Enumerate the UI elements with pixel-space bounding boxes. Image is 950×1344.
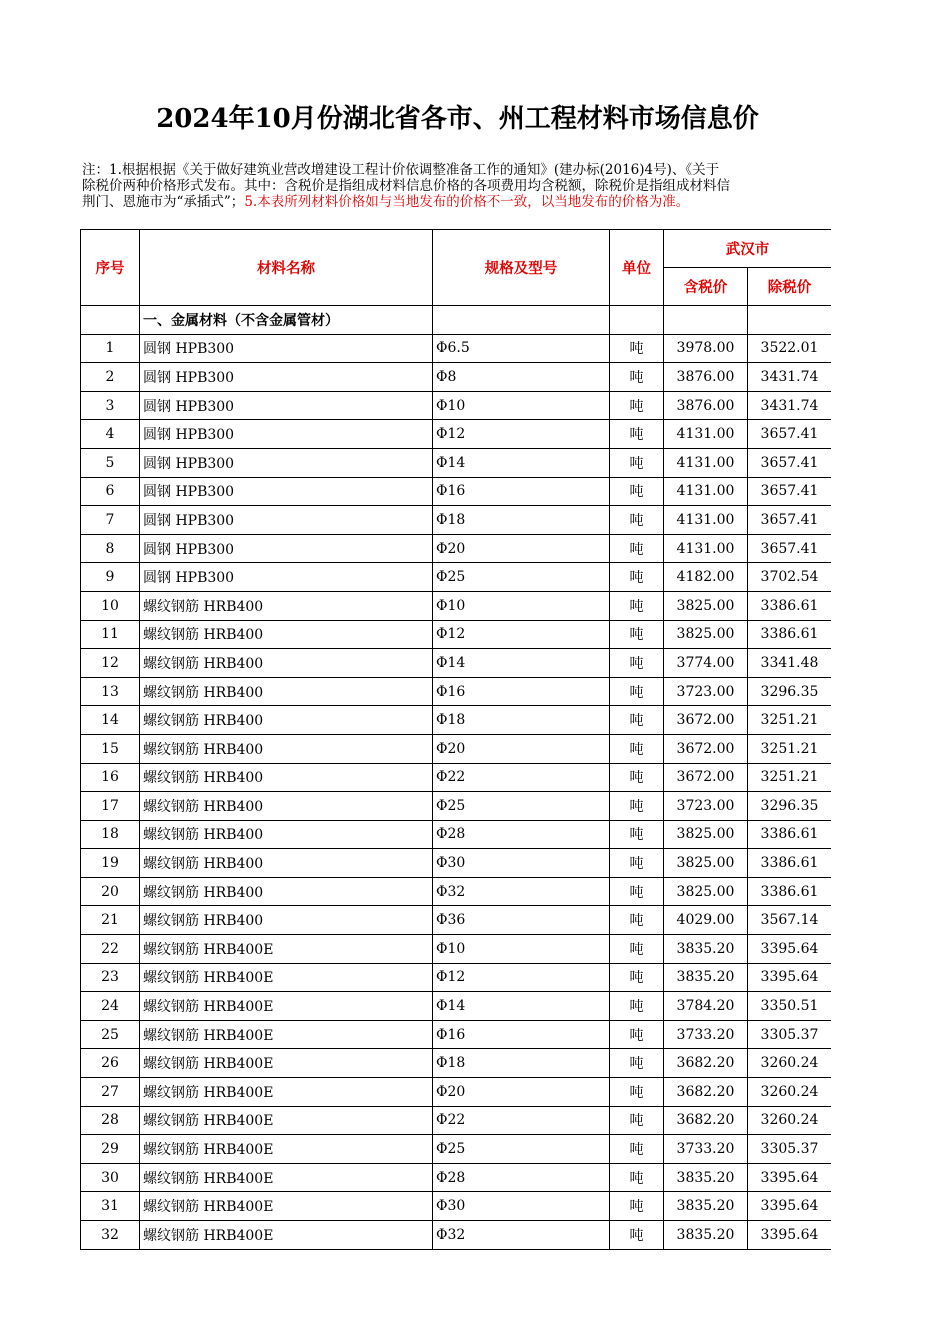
row-no: 21 [81, 906, 140, 935]
row-name: 圆钢 HPB300 [140, 448, 433, 477]
row-unit: 吨 [610, 649, 664, 678]
row-no: 17 [81, 792, 140, 821]
row-price-incl: 4029.00 [664, 906, 748, 935]
row-spec: Φ16 [433, 677, 610, 706]
table-row [81, 1221, 832, 1250]
row-unit: 吨 [610, 477, 664, 506]
table-row [81, 992, 832, 1021]
row-unit: 吨 [610, 877, 664, 906]
row-price-excl: 3260.24 [748, 1106, 832, 1135]
row-name: 螺纹钢筋 HRB400 [140, 591, 433, 620]
row-unit: 吨 [610, 1020, 664, 1049]
row-name: 螺纹钢筋 HRB400 [140, 906, 433, 935]
row-spec: Φ16 [433, 1020, 610, 1049]
row-name: 螺纹钢筋 HRB400E [140, 1163, 433, 1192]
row-price-incl: 3825.00 [664, 849, 748, 878]
row-spec: Φ14 [433, 448, 610, 477]
row-spec: Φ25 [433, 563, 610, 592]
row-price-excl: 3251.21 [748, 734, 832, 763]
table-row [81, 448, 832, 477]
row-no: 32 [81, 1221, 140, 1250]
row-name: 圆钢 HPB300 [140, 477, 433, 506]
row-no: 30 [81, 1163, 140, 1192]
table-row [81, 877, 832, 906]
row-spec: Φ8 [433, 363, 610, 392]
row-spec: Φ10 [433, 391, 610, 420]
header-unit: 单位 [610, 230, 664, 306]
row-name: 螺纹钢筋 HRB400E [140, 963, 433, 992]
row-price-incl: 3835.20 [664, 1221, 748, 1250]
row-no: 5 [81, 448, 140, 477]
row-unit: 吨 [610, 1106, 664, 1135]
row-unit: 吨 [610, 706, 664, 735]
row-name: 螺纹钢筋 HRB400 [140, 849, 433, 878]
table-row [81, 820, 832, 849]
header-spec: 规格及型号 [433, 230, 610, 306]
row-spec: Φ14 [433, 649, 610, 678]
row-no: 4 [81, 420, 140, 449]
row-name: 螺纹钢筋 HRB400E [140, 935, 433, 964]
section-no [81, 306, 140, 335]
row-unit: 吨 [610, 1192, 664, 1221]
row-name: 螺纹钢筋 HRB400 [140, 620, 433, 649]
row-no: 13 [81, 677, 140, 706]
row-price-incl: 3835.20 [664, 1192, 748, 1221]
row-unit: 吨 [610, 363, 664, 392]
row-unit: 吨 [610, 506, 664, 535]
note-line-3-text: 荆门、恩施市为“承插式”； [82, 194, 245, 210]
table-row [81, 935, 832, 964]
header-tax-excl: 除税价 [748, 268, 832, 306]
row-no: 20 [81, 877, 140, 906]
table-row [81, 792, 832, 821]
row-name: 螺纹钢筋 HRB400E [140, 992, 433, 1021]
table-row [81, 391, 832, 420]
row-spec: Φ16 [433, 477, 610, 506]
row-spec: Φ30 [433, 849, 610, 878]
section-title: 一、金属材料（不含金属管材） [140, 306, 433, 335]
row-no: 25 [81, 1020, 140, 1049]
row-unit: 吨 [610, 420, 664, 449]
table-row [81, 363, 832, 392]
row-price-excl: 3350.51 [748, 992, 832, 1021]
row-price-incl: 4131.00 [664, 448, 748, 477]
row-no: 10 [81, 591, 140, 620]
note-line-2: 除税价两种价格形式发布。其中：含税价是指组成材料信息价格的各项费用均含税额，除税价是指组成材料信 [82, 178, 730, 194]
row-price-excl: 3296.35 [748, 792, 832, 821]
table-row [81, 420, 832, 449]
row-spec: Φ20 [433, 534, 610, 563]
table-row [81, 1020, 832, 1049]
row-price-excl: 3395.64 [748, 1163, 832, 1192]
row-no: 24 [81, 992, 140, 1021]
row-name: 螺纹钢筋 HRB400 [140, 734, 433, 763]
table-row [81, 1192, 832, 1221]
row-price-incl: 3876.00 [664, 391, 748, 420]
row-no: 9 [81, 563, 140, 592]
table-row [81, 620, 832, 649]
row-spec: Φ14 [433, 992, 610, 1021]
table-row [81, 1135, 832, 1164]
row-spec: Φ18 [433, 1049, 610, 1078]
row-price-excl: 3657.41 [748, 477, 832, 506]
row-price-incl: 3682.20 [664, 1049, 748, 1078]
row-price-excl: 3395.64 [748, 1192, 832, 1221]
row-price-excl: 3395.64 [748, 1221, 832, 1250]
row-price-incl: 3784.20 [664, 992, 748, 1021]
row-spec: Φ12 [433, 620, 610, 649]
row-spec: Φ18 [433, 706, 610, 735]
note-line-3 [82, 194, 842, 210]
row-spec: Φ22 [433, 763, 610, 792]
row-spec: Φ32 [433, 1221, 610, 1250]
row-no: 7 [81, 506, 140, 535]
row-unit: 吨 [610, 963, 664, 992]
row-price-incl: 3774.00 [664, 649, 748, 678]
row-price-incl: 3733.20 [664, 1020, 748, 1049]
row-price-excl: 3260.24 [748, 1049, 832, 1078]
row-unit: 吨 [610, 1163, 664, 1192]
row-unit: 吨 [610, 906, 664, 935]
note-line-3-warning: 5.本表所列材料价格如与当地发布的价格不一致，以当地发布的价格为准。 [244, 194, 690, 210]
table-row [81, 906, 832, 935]
row-unit: 吨 [610, 591, 664, 620]
table-row [81, 334, 832, 363]
row-price-incl: 4131.00 [664, 534, 748, 563]
row-no: 19 [81, 849, 140, 878]
row-name: 螺纹钢筋 HRB400 [140, 877, 433, 906]
row-name: 圆钢 HPB300 [140, 563, 433, 592]
row-price-excl: 3386.61 [748, 620, 832, 649]
row-spec: Φ12 [433, 963, 610, 992]
row-unit: 吨 [610, 620, 664, 649]
section-spec [433, 306, 610, 335]
row-no: 27 [81, 1078, 140, 1107]
row-name: 螺纹钢筋 HRB400E [140, 1221, 433, 1250]
row-unit: 吨 [610, 677, 664, 706]
row-spec: Φ32 [433, 877, 610, 906]
row-price-incl: 3672.00 [664, 763, 748, 792]
row-price-excl: 3657.41 [748, 448, 832, 477]
row-name: 螺纹钢筋 HRB400 [140, 649, 433, 678]
row-no: 26 [81, 1049, 140, 1078]
row-name: 螺纹钢筋 HRB400E [140, 1078, 433, 1107]
row-price-excl: 3386.61 [748, 849, 832, 878]
table-row [81, 677, 832, 706]
row-unit: 吨 [610, 849, 664, 878]
row-no: 22 [81, 935, 140, 964]
row-spec: Φ6.5 [433, 334, 610, 363]
header-city: 武汉市 [664, 230, 832, 268]
table-row [81, 649, 832, 678]
note-line-1: 注：1.根据根据《关于做好建筑业营改增建设工程计价依调整准备工作的通知》(建办标(2016)4号)、《关于 [82, 162, 720, 178]
row-no: 1 [81, 334, 140, 363]
row-price-incl: 3825.00 [664, 877, 748, 906]
row-price-excl: 3341.48 [748, 649, 832, 678]
notes [82, 162, 842, 210]
table-row [81, 591, 832, 620]
row-price-incl: 4131.00 [664, 477, 748, 506]
row-no: 2 [81, 363, 140, 392]
row-unit: 吨 [610, 992, 664, 1021]
row-unit: 吨 [610, 1221, 664, 1250]
row-price-incl: 3723.00 [664, 677, 748, 706]
row-spec: Φ20 [433, 734, 610, 763]
table-row [81, 763, 832, 792]
table-row [81, 477, 832, 506]
row-unit: 吨 [610, 734, 664, 763]
row-name: 圆钢 HPB300 [140, 363, 433, 392]
row-price-excl: 3657.41 [748, 534, 832, 563]
row-no: 6 [81, 477, 140, 506]
row-price-incl: 3825.00 [664, 620, 748, 649]
row-spec: Φ10 [433, 591, 610, 620]
row-price-excl: 3251.21 [748, 706, 832, 735]
section-row [81, 306, 832, 335]
row-price-incl: 3682.20 [664, 1106, 748, 1135]
row-price-excl: 3702.54 [748, 563, 832, 592]
row-spec: Φ30 [433, 1192, 610, 1221]
price-table [80, 229, 832, 1250]
row-spec: Φ36 [433, 906, 610, 935]
section-unit [610, 306, 664, 335]
row-price-incl: 3825.00 [664, 591, 748, 620]
row-price-excl: 3296.35 [748, 677, 832, 706]
row-unit: 吨 [610, 1049, 664, 1078]
row-spec: Φ28 [433, 820, 610, 849]
row-no: 8 [81, 534, 140, 563]
table-row [81, 534, 832, 563]
table-body [81, 306, 832, 1250]
row-no: 15 [81, 734, 140, 763]
row-price-incl: 4182.00 [664, 563, 748, 592]
header-no: 序号 [81, 230, 140, 306]
page-title: 2024年10月份湖北省各市、州工程材料市场信息价 [156, 104, 759, 134]
row-price-incl: 3733.20 [664, 1135, 748, 1164]
row-unit: 吨 [610, 334, 664, 363]
row-no: 18 [81, 820, 140, 849]
table-row [81, 734, 832, 763]
row-price-excl: 3395.64 [748, 963, 832, 992]
row-spec: Φ25 [433, 1135, 610, 1164]
row-no: 29 [81, 1135, 140, 1164]
row-price-excl: 3251.21 [748, 763, 832, 792]
row-price-excl: 3260.24 [748, 1078, 832, 1107]
row-no: 16 [81, 763, 140, 792]
row-name: 螺纹钢筋 HRB400 [140, 820, 433, 849]
row-name: 螺纹钢筋 HRB400E [140, 1049, 433, 1078]
row-price-incl: 3978.00 [664, 334, 748, 363]
table-row [81, 963, 832, 992]
row-price-incl: 3835.20 [664, 1163, 748, 1192]
row-name: 螺纹钢筋 HRB400 [140, 763, 433, 792]
row-spec: Φ22 [433, 1106, 610, 1135]
table-row [81, 1049, 832, 1078]
row-price-excl: 3567.14 [748, 906, 832, 935]
row-name: 圆钢 HPB300 [140, 506, 433, 535]
row-price-incl: 3835.20 [664, 963, 748, 992]
row-unit: 吨 [610, 792, 664, 821]
row-no: 31 [81, 1192, 140, 1221]
row-price-excl: 3305.37 [748, 1020, 832, 1049]
table-row [81, 563, 832, 592]
row-price-incl: 3876.00 [664, 363, 748, 392]
row-spec: Φ18 [433, 506, 610, 535]
row-price-excl: 3386.61 [748, 820, 832, 849]
row-name: 圆钢 HPB300 [140, 391, 433, 420]
header-name: 材料名称 [140, 230, 433, 306]
row-price-excl: 3657.41 [748, 420, 832, 449]
row-unit: 吨 [610, 563, 664, 592]
row-price-incl: 3723.00 [664, 792, 748, 821]
row-price-excl: 3657.41 [748, 506, 832, 535]
row-unit: 吨 [610, 448, 664, 477]
row-price-excl: 3305.37 [748, 1135, 832, 1164]
row-name: 螺纹钢筋 HRB400 [140, 792, 433, 821]
row-unit: 吨 [610, 820, 664, 849]
row-name: 螺纹钢筋 HRB400E [140, 1135, 433, 1164]
row-spec: Φ20 [433, 1078, 610, 1107]
row-name: 螺纹钢筋 HRB400 [140, 677, 433, 706]
row-price-incl: 4131.00 [664, 506, 748, 535]
row-no: 23 [81, 963, 140, 992]
row-unit: 吨 [610, 534, 664, 563]
row-price-incl: 3672.00 [664, 734, 748, 763]
row-name: 螺纹钢筋 HRB400 [140, 706, 433, 735]
row-spec: Φ12 [433, 420, 610, 449]
row-name: 螺纹钢筋 HRB400E [140, 1020, 433, 1049]
table-row [81, 849, 832, 878]
row-name: 圆钢 HPB300 [140, 534, 433, 563]
row-unit: 吨 [610, 1135, 664, 1164]
row-price-excl: 3522.01 [748, 334, 832, 363]
row-price-excl: 3386.61 [748, 591, 832, 620]
header-tax-incl: 含税价 [664, 268, 748, 306]
row-price-incl: 4131.00 [664, 420, 748, 449]
section-incl [664, 306, 748, 335]
row-price-excl: 3431.74 [748, 363, 832, 392]
row-unit: 吨 [610, 763, 664, 792]
row-price-incl: 3672.00 [664, 706, 748, 735]
row-price-excl: 3395.64 [748, 935, 832, 964]
row-spec: Φ25 [433, 792, 610, 821]
row-unit: 吨 [610, 391, 664, 420]
row-price-excl: 3431.74 [748, 391, 832, 420]
page-edge [831, 0, 950, 1344]
row-no: 14 [81, 706, 140, 735]
row-no: 28 [81, 1106, 140, 1135]
row-no: 12 [81, 649, 140, 678]
row-name: 螺纹钢筋 HRB400E [140, 1192, 433, 1221]
row-price-incl: 3825.00 [664, 820, 748, 849]
row-name: 圆钢 HPB300 [140, 420, 433, 449]
row-spec: Φ28 [433, 1163, 610, 1192]
row-no: 3 [81, 391, 140, 420]
row-price-incl: 3835.20 [664, 935, 748, 964]
table-row [81, 1078, 832, 1107]
row-name: 圆钢 HPB300 [140, 334, 433, 363]
row-name: 螺纹钢筋 HRB400E [140, 1106, 433, 1135]
row-price-incl: 3682.20 [664, 1078, 748, 1107]
row-unit: 吨 [610, 935, 664, 964]
row-unit: 吨 [610, 1078, 664, 1107]
section-excl [748, 306, 832, 335]
table-row [81, 506, 832, 535]
row-price-excl: 3386.61 [748, 877, 832, 906]
table-row [81, 706, 832, 735]
row-spec: Φ10 [433, 935, 610, 964]
table-row [81, 1163, 832, 1192]
row-no: 11 [81, 620, 140, 649]
table-row [81, 1106, 832, 1135]
